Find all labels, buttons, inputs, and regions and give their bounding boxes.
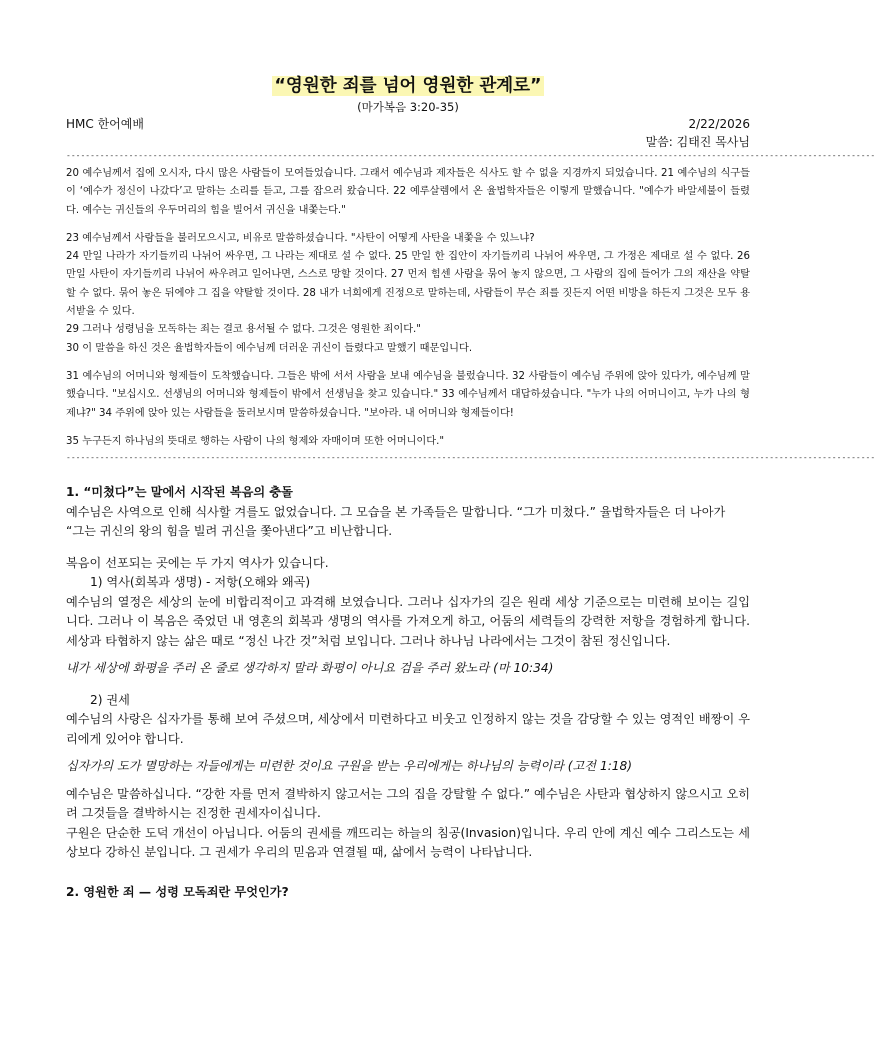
divider-top: ------------------------------------------------------------------------------------------------------------------------------------------------------------------------ [66,151,875,160]
scripture-paragraph: 30 이 말씀을 하신 것은 율법학자들이 예수님께 더러운 귀신이 들렸다고 말했기 때문입니다. [66,342,473,354]
scripture-paragraph: 20 예수님께서 집에 오시자, 다시 많은 사람들이 모여들었습니다. 그래서 예수님과 제자들은 식사도 할 수 없을 지경까지 되었습니다. 21 예수님의 식구들이 ‘예수가 정신이 나갔다’고 말하는 소리를 듣고, 그를 잡으러 왔습니다. 22 예루살렘에서 온 율법학자들은 이렇게 말했습니다. "예수가 바알세불이 들렸다. 예수는 귀신들의 우두머리의 힘을 빌어서 귀신을 내쫓는다." [66,168,750,216]
sermon-page [66,74,875,902]
section-heading: 1. “미쳤다”는 말에서 시작된 복음의 충돌 [66,485,293,500]
numbered-item: 1) 역사(회복과 생명) - 저항(오해와 왜곡) [90,575,311,590]
meta-row [66,115,750,133]
sermon-body [66,483,750,902]
bible-quote: 십자가의 도가 멸망하는 자들에게는 미련한 것이요 구원을 받는 우리에게는 하나님의 능력이라 (고전 1:18) [66,759,633,774]
body-paragraph: 예수님은 말씀하십니다. “강한 자를 먼저 결박하지 않고서는 그의 집을 강탈할 수 없다.” 예수님은 사탄과 협상하지 않으시고 오히려 그것들을 결박하시는 진정한 권세자이십니다. [66,786,750,821]
speaker: 말씀: 김태진 목사님 [645,135,750,149]
service-name: HMC 한어예배 [66,117,144,131]
scripture-paragraph: 23 예수님께서 사람들을 불러모으시고, 비유로 말씀하셨습니다. "사탄이 어떻게 사탄을 내쫓을 수 있느냐? [66,232,535,244]
scripture-reference: (마가복음 3:20-35) [357,100,459,114]
body-paragraph: “그는 귀신의 왕의 힘을 빌려 귀신을 쫓아낸다”고 비난합니다. [66,524,393,539]
scripture-paragraph: 24 만일 나라가 자기들끼리 나뉘어 싸우면, 그 나라는 제대로 설 수 없다. 25 만일 한 집안이 자기들끼리 나뉘어 싸우면, 그 가정은 제대로 설 수 없다. 26 만일 사탄이 자기들끼리 나뉘어 싸우려고 일어나면, 스스로 망할 것이다. 27 먼저 힘센 사람을 묶어 놓지 않으면, 그 사람의 집에 들어가 그의 재산을 약탈할 수 없다. 묶어 놓은 뒤에야 그 집을 약탈할 것이다. 28 내가 너희에게 진정으로 말하는데, 사람들이 무슨 죄를 짓든지 어떤 비방을 하든지 그것은 모두 용서받을 수 있다. [66,251,750,318]
body-paragraph: 구원은 단순한 도덕 개선이 아닙니다. 어둠의 권세를 깨뜨리는 하늘의 침공(Invasion)입니다. 우리 안에 계신 예수 그리스도는 세상보다 강하신 분입니다. 그 권세가 우리의 믿음과 연결될 때, 삶에서 능력이 나타납니다. [66,825,750,860]
divider-bottom: ------------------------------------------------------------------------------------------------------------------------------------------------------------------------ [66,453,875,463]
scripture-paragraph: 35 누구든지 하나님의 뜻대로 행하는 사람이 나의 형제와 자매이며 또한 어머니이다." [66,435,445,447]
sermon-date: 2/22/2026 [688,117,750,131]
numbered-item: 2) 권세 [90,692,130,707]
body-paragraph: 복음이 선포되는 곳에는 두 가지 역사가 있습니다. [66,555,329,570]
body-paragraph: 예수님의 열정은 세상의 눈에 비합리적이고 과격해 보였습니다. 그러나 십자가의 길은 원래 세상 기준으로는 미련해 보이는 길입니다. 그러나 이 복음은 죽었던 내 영혼의 회복과 생명의 역사를 가져오게 하고, 어둠의 세력들의 강력한 저항을 경험하게 합니다. 세상과 타협하지 않는 삶은 때로 “정신 나간 것”처럼 보입니다. 그러나 하나님 나라에서는 그것이 참된 정신입니다. [66,594,750,648]
scripture-paragraph: 31 예수님의 어머니와 형제들이 도착했습니다. 그들은 밖에 서서 사람을 보내 예수님을 불렀습니다. 32 사람들이 예수님 주위에 앉아 있다가, 예수님께 말했습니다. "보십시오. 선생님의 어머니와 형제들이 밖에서 선생님을 찾고 있습니다." 33 예수님께서 대답하셨습니다. "누가 나의 어머니이고, 누가 나의 형제냐?" 34 주위에 앉아 있는 사람들을 둘러보시며 말씀하셨습니다. "보아라. 내 어머니와 형제들이다! [66,370,750,419]
body-paragraph: 예수님은 사역으로 인해 식사할 겨를도 없었습니다. 그 모습을 본 가족들은 말합니다. “그가 미쳤다.” 율법학자들은 더 나아가 [66,504,726,519]
scripture-paragraph: 29 그러나 성령님을 모독하는 죄는 결코 용서될 수 없다. 그것은 영원한 죄이다." [66,324,421,336]
scripture-text [66,165,750,451]
section-heading: 2. 영원한 죄 — 성령 모독죄란 무엇인가? [66,884,289,899]
sermon-title [66,74,750,98]
bible-quote: 내가 세상에 화평을 주러 온 줄로 생각하지 말라 화평이 아니요 검을 주러 왔노라 (마 10:34) [66,661,554,676]
body-paragraph: 예수님의 사랑은 십자가를 통해 보여 주셨으며, 세상에서 미련하다고 비웃고 인정하지 않는 것을 감당할 수 있는 영적인 배짱이 우리에게 있어야 합니다. [66,712,750,746]
sermon-title-text: “영원한 죄를 넘어 영원한 관계로” [274,76,542,96]
